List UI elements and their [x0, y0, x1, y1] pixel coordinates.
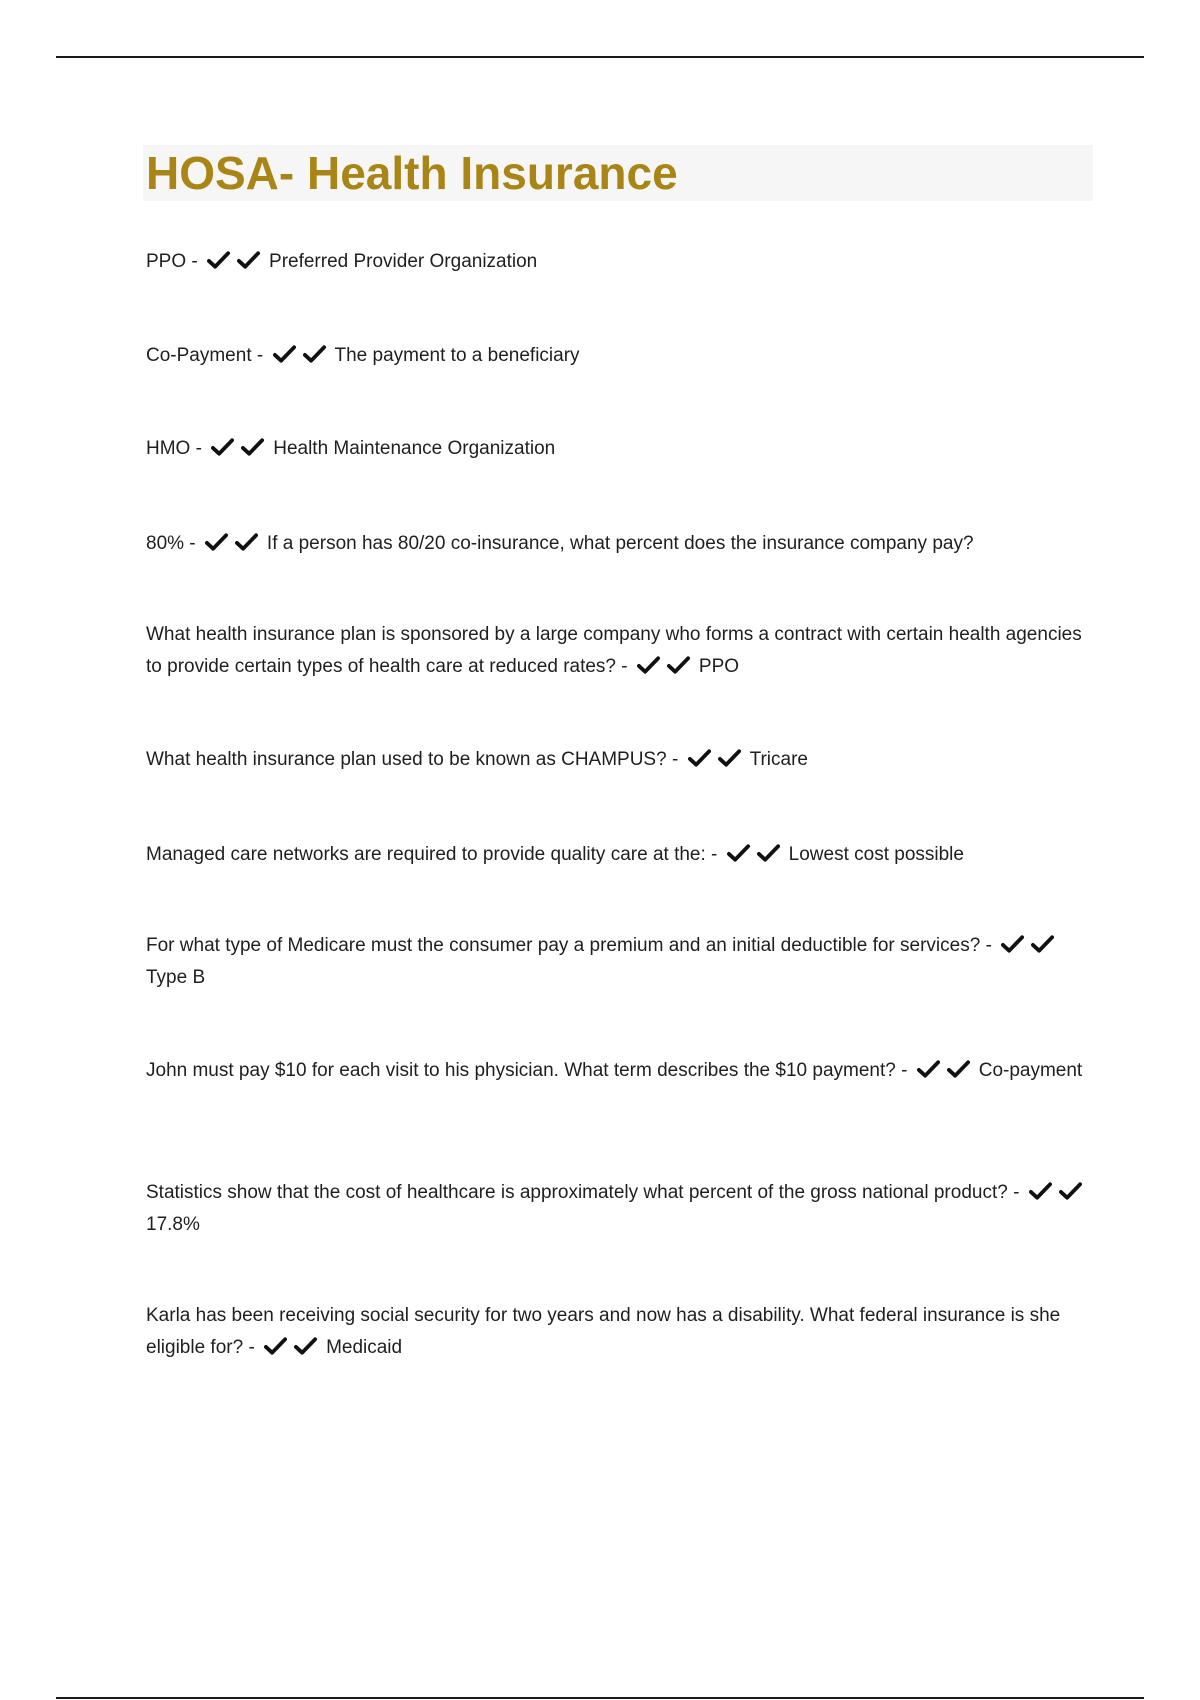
card-term: John must pay $10 for each visit to his physician. What term describes the $10 payment?	[146, 1060, 896, 1081]
flashcard	[146, 744, 1091, 776]
card-term: Managed care networks are required to provide quality care at the:	[146, 844, 706, 865]
card-answer: Type B	[146, 967, 206, 988]
double-checkmark-icon	[727, 839, 787, 871]
card-separator: -	[190, 438, 208, 459]
double-checkmark-icon	[205, 528, 265, 560]
checkmark-icon	[757, 844, 780, 862]
double-checkmark-icon	[688, 744, 748, 776]
double-checkmark-icon	[211, 433, 271, 465]
card-answer: Preferred Provider Organization	[269, 251, 538, 272]
card-separator: -	[895, 1060, 913, 1081]
checkmark-icon	[241, 438, 264, 456]
card-answer: 17.8%	[146, 1214, 200, 1235]
card-answer: PPO	[698, 656, 740, 677]
checkmark-icon	[1059, 1182, 1082, 1200]
double-checkmark-icon	[917, 1055, 977, 1087]
checkmark-icon	[294, 1337, 317, 1355]
card-term: PPO	[146, 251, 187, 272]
checkmark-icon	[1029, 1182, 1052, 1200]
card-term: HMO	[146, 438, 191, 459]
flashcard	[146, 1055, 1091, 1087]
checkmark-icon	[718, 749, 741, 767]
flashcard	[146, 433, 1091, 465]
checkmark-icon	[205, 533, 228, 551]
card-separator: -	[1007, 1182, 1025, 1203]
checkmark-icon	[264, 1337, 287, 1355]
double-checkmark-icon	[273, 340, 333, 372]
card-separator: -	[251, 345, 269, 366]
card-term: 80%	[146, 533, 185, 554]
checkmark-icon	[1001, 935, 1024, 953]
card-term: Co-Payment	[146, 345, 252, 366]
card-separator: -	[705, 844, 723, 865]
flashcard	[146, 1177, 1091, 1241]
header-rule	[56, 56, 1144, 58]
card-separator: -	[186, 251, 204, 272]
checkmark-icon	[688, 749, 711, 767]
flashcard	[146, 340, 1091, 372]
checkmark-icon	[237, 251, 260, 269]
card-answer: Tricare	[749, 749, 808, 770]
card-answer: Co-payment	[978, 1060, 1083, 1081]
flashcard	[146, 619, 1091, 683]
checkmark-icon	[917, 1060, 940, 1078]
card-separator: -	[243, 1337, 261, 1358]
card-answer: The payment to a beneficiary	[334, 345, 580, 366]
checkmark-icon	[211, 438, 234, 456]
flashcard	[146, 528, 1091, 560]
double-checkmark-icon	[1001, 930, 1061, 962]
card-separator: -	[616, 656, 633, 677]
checkmark-icon	[207, 251, 230, 269]
card-separator: -	[980, 935, 998, 956]
checkmark-icon	[1031, 935, 1054, 953]
double-checkmark-icon	[207, 246, 267, 278]
double-checkmark-icon	[264, 1332, 324, 1364]
footer-rule	[56, 1697, 1144, 1699]
flashcard	[146, 930, 1091, 994]
card-answer: If a person has 80/20 co-insurance, what percent does the insurance company pay?	[266, 533, 974, 554]
card-separator: -	[666, 749, 684, 770]
flashcard	[146, 1300, 1091, 1364]
checkmark-icon	[235, 533, 258, 551]
checkmark-icon	[727, 844, 750, 862]
flashcard	[146, 839, 1091, 871]
checkmark-icon	[947, 1060, 970, 1078]
card-separator: -	[184, 533, 201, 554]
card-term: What health insurance plan used to be known as CHAMPUS?	[146, 749, 667, 770]
card-answer: Medicaid	[326, 1337, 403, 1358]
double-checkmark-icon	[637, 651, 697, 683]
card-term: What health insurance plan is sponsored by a large company who forms a contract with certain health agencies to provide certain types of health care at reduced rates?	[146, 624, 1082, 677]
card-answer: Lowest cost possible	[788, 844, 964, 865]
card-answer: Health Maintenance Organization	[273, 438, 556, 459]
flashcard	[146, 246, 1091, 278]
card-term: Statistics show that the cost of healthcare is approximately what percent of the gross national product?	[146, 1182, 1008, 1203]
card-term: Karla has been receiving social security for two years and now has a disability. What federal insurance is she eligible for?	[146, 1305, 1061, 1358]
double-checkmark-icon	[1029, 1177, 1089, 1209]
checkmark-icon	[667, 656, 690, 674]
document-title: HOSA- Health Insurance	[146, 147, 678, 199]
checkmark-icon	[273, 345, 296, 363]
card-term: For what type of Medicare must the consumer pay a premium and an initial deductible for services?	[146, 935, 981, 956]
checkmark-icon	[303, 345, 326, 363]
checkmark-icon	[637, 656, 660, 674]
